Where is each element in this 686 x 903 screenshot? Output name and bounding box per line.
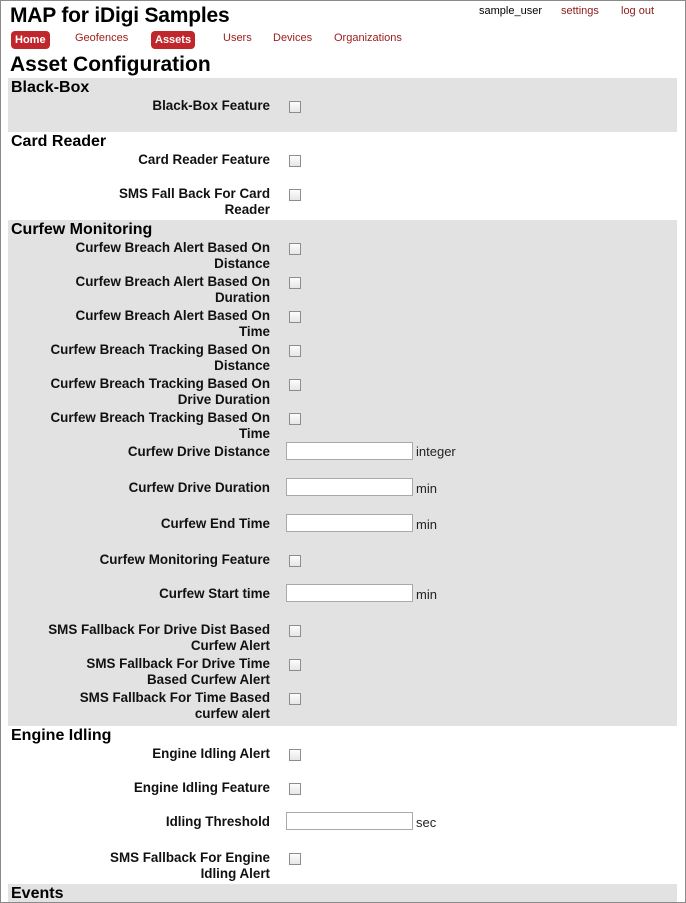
nav-users[interactable]: Users <box>223 32 252 44</box>
curfew-tracking-distance-checkbox[interactable] <box>289 345 301 357</box>
sms-fallback-time-based-checkbox[interactable] <box>289 693 301 705</box>
setting-label: Curfew Monitoring Feature <box>99 552 270 567</box>
section-title: Card Reader <box>11 133 107 150</box>
setting-label: Curfew Breach Alert Based On Duration <box>75 274 270 305</box>
setting-label: Curfew End Time <box>160 516 270 531</box>
setting-label: Curfew Breach Tracking Based On Time <box>50 410 270 441</box>
card-reader-feature-checkbox[interactable] <box>289 155 301 167</box>
section-title: Engine Idling <box>11 727 112 744</box>
unit-label: min <box>416 587 437 602</box>
settings-link[interactable]: settings <box>561 5 599 17</box>
nav-assets[interactable]: Assets <box>151 31 195 49</box>
config-content <box>8 78 677 903</box>
curfew-tracking-time-checkbox[interactable] <box>289 413 301 425</box>
setting-label: Curfew Drive Distance <box>127 444 270 459</box>
setting-label: Engine Idling Feature <box>133 780 270 795</box>
nav-home[interactable]: Home <box>11 31 50 49</box>
setting-label: SMS Fallback For Drive Time Based Curfew Alert <box>86 656 270 687</box>
setting-label: Card Reader Feature <box>138 152 270 167</box>
setting-label: SMS Fallback For Drive Dist Based Curfew Alert <box>48 622 270 653</box>
setting-label: Curfew Breach Alert Based On Distance <box>75 240 270 271</box>
setting-label: Engine Idling Alert <box>152 746 270 761</box>
setting-label: Idling Threshold <box>165 814 270 829</box>
page-title: Asset Configuration <box>10 53 211 76</box>
section-title: Curfew Monitoring <box>11 221 153 238</box>
curfew-drive-distance-input[interactable] <box>286 442 413 460</box>
black-box-feature-checkbox[interactable] <box>289 101 301 113</box>
section-card-reader <box>8 132 677 220</box>
curfew-breach-alert-time-checkbox[interactable] <box>289 311 301 323</box>
nav-organizations[interactable]: Organizations <box>334 32 402 44</box>
setting-label: SMS Fallback For Engine Idling Alert <box>110 850 270 881</box>
nav-devices[interactable]: Devices <box>273 32 313 44</box>
curfew-start-time-input[interactable] <box>286 584 413 602</box>
setting-label: Curfew Breach Alert Based On Time <box>75 308 270 339</box>
section-curfew-monitoring <box>8 220 677 726</box>
curfew-breach-alert-distance-checkbox[interactable] <box>289 243 301 255</box>
sms-fallback-drive-dist-checkbox[interactable] <box>289 625 301 637</box>
curfew-breach-alert-duration-checkbox[interactable] <box>289 277 301 289</box>
curfew-drive-duration-input[interactable] <box>286 478 413 496</box>
sms-fallback-drive-time-checkbox[interactable] <box>289 659 301 671</box>
section-title: Events <box>11 885 64 902</box>
section-black-box <box>8 78 677 132</box>
curfew-tracking-drive-duration-checkbox[interactable] <box>289 379 301 391</box>
sms-fallback-engine-idling-checkbox[interactable] <box>289 853 301 865</box>
engine-idling-alert-checkbox[interactable] <box>289 749 301 761</box>
unit-label: min <box>416 517 437 532</box>
setting-label: SMS Fall Back For Card Reader <box>118 186 270 217</box>
logout-link[interactable]: log out <box>621 5 655 17</box>
section-engine-idling <box>8 726 677 884</box>
setting-label: Curfew Breach Tracking Based On Distance <box>50 342 270 373</box>
sms-fallback-card-reader-checkbox[interactable] <box>289 189 301 201</box>
setting-label: SMS Fallback For Time Based curfew alert <box>79 690 270 721</box>
app-title: MAP for iDigi Samples <box>10 4 230 27</box>
main-nav <box>11 31 681 53</box>
setting-label: Black-Box Feature <box>152 98 270 113</box>
section-events <box>8 884 677 903</box>
engine-idling-feature-checkbox[interactable] <box>289 783 301 795</box>
setting-label: Curfew Start time <box>159 586 270 601</box>
unit-label: sec <box>416 815 437 830</box>
unit-label: integer <box>416 444 456 459</box>
username-label: sample_user <box>479 5 542 17</box>
unit-label: min <box>416 481 437 496</box>
curfew-end-time-input[interactable] <box>286 514 413 532</box>
idling-threshold-input[interactable] <box>286 812 413 830</box>
setting-label: Curfew Breach Tracking Based On Drive Duration <box>50 376 270 407</box>
section-title: Black-Box <box>11 79 90 96</box>
curfew-monitoring-feature-checkbox[interactable] <box>289 555 301 567</box>
nav-geofences[interactable]: Geofences <box>75 32 129 44</box>
setting-label: Curfew Drive Duration <box>128 480 270 495</box>
